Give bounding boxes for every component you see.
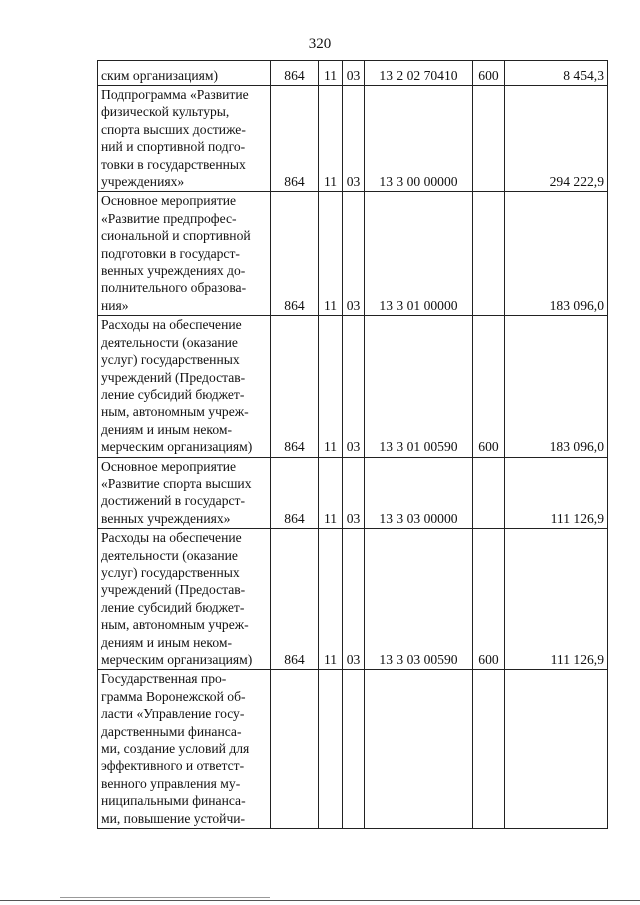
item-name-cell (98, 529, 271, 670)
item-name-cell (98, 457, 271, 529)
section-code-cell: 11 (319, 192, 343, 316)
section-code-cell: 11 (319, 457, 343, 529)
amount-cell: 294 222,9 (505, 86, 608, 192)
item-name-line: Подпрограмма «Развитие (101, 87, 249, 102)
section-code-cell (319, 670, 343, 829)
item-name-line: венных учреждениях до- (101, 263, 246, 279)
item-name-line: Основное мероприятие (101, 193, 237, 209)
subsection-code-cell: 03 (343, 529, 365, 670)
item-name-line: услуг) государственных (101, 564, 240, 580)
item-name-cell (98, 86, 271, 192)
amount-cell: 183 096,0 (505, 192, 608, 316)
item-name-line: достижений в государст- (101, 493, 246, 509)
item-name-line: «Развитие предпрофес- (101, 210, 237, 226)
ministry-code-cell: 864 (271, 457, 319, 529)
table-row (98, 316, 608, 457)
item-name-line: Расходы на обеспечение (101, 530, 242, 546)
item-name-line: ным, автономным учреж- (101, 617, 249, 633)
item-name-line: венных учреждениях» (101, 510, 231, 526)
target-article-cell: 13 2 02 70410 (365, 61, 473, 86)
section-code-cell: 11 (319, 61, 343, 86)
amount-cell: 111 126,9 (505, 457, 608, 529)
scan-edge-line (60, 897, 270, 898)
item-name-cell (98, 316, 271, 457)
target-article-cell: 13 3 00 00000 (365, 86, 473, 192)
expense-type-cell (473, 86, 505, 192)
table-body (98, 61, 608, 829)
subsection-code-cell (343, 670, 365, 829)
expense-type-cell: 600 (473, 61, 505, 86)
item-name-line: ния» (101, 297, 129, 313)
item-name-line: венного управления му- (101, 775, 241, 791)
table-row (98, 670, 608, 829)
expense-type-cell: 600 (473, 529, 505, 670)
table-row (98, 457, 608, 529)
target-article-cell: 13 3 01 00000 (365, 192, 473, 316)
scan-edge-line (0, 900, 640, 901)
table-row (98, 529, 608, 670)
section-code-cell: 11 (319, 86, 343, 192)
amount-cell: 8 454,3 (505, 61, 608, 86)
item-name-line: спорта высших достиже- (101, 121, 246, 137)
ministry-code-cell: 864 (271, 529, 319, 670)
item-name-line: Основное мероприятие (101, 458, 237, 474)
target-article-cell: 13 3 03 00000 (365, 457, 473, 529)
item-name-cell (98, 670, 271, 829)
section-code-cell: 11 (319, 316, 343, 457)
item-name-line: услуг) государственных (101, 352, 240, 368)
item-name-line: деятельности (оказание (101, 334, 238, 350)
subsection-code-cell: 03 (343, 61, 365, 86)
item-name-line: ниципальными финанса- (101, 793, 246, 809)
item-name-line: дениям и иным неком- (101, 634, 232, 650)
subsection-code-cell: 03 (343, 316, 365, 457)
item-name-line: ласти «Управление госу- (101, 706, 245, 722)
table-row (98, 86, 608, 192)
item-name-line: дарственными финанса- (101, 723, 242, 739)
item-name-line: ми, повышение устойчи- (101, 810, 246, 826)
item-name-line: учреждениях» (101, 174, 185, 190)
target-article-cell: 13 3 03 00590 (365, 529, 473, 670)
ministry-code-cell: 864 (271, 192, 319, 316)
item-name-line: Расходы на обеспечение (101, 317, 242, 333)
amount-cell: 111 126,9 (505, 529, 608, 670)
ministry-code-cell: 864 (271, 86, 319, 192)
item-name-line: сиональной и спортивной (101, 228, 251, 244)
item-name-line: физической культуры, (101, 104, 230, 120)
page-number: 320 (308, 36, 332, 52)
item-name-line: учреждений (Предостав- (101, 582, 246, 598)
expense-type-cell: 600 (473, 316, 505, 457)
item-name-line: учреждений (Предостав- (101, 369, 246, 385)
item-name-line: мерческим организациям) (101, 439, 253, 455)
item-name-line: ным, автономным учреж- (101, 404, 249, 420)
item-name-line: ление субсидий бюджет- (101, 599, 245, 615)
subsection-code-cell: 03 (343, 192, 365, 316)
item-name-line: «Развитие спорта высших (101, 475, 252, 491)
expense-type-cell (473, 192, 505, 316)
budget-table (97, 60, 608, 829)
item-name-line: ми, создание условий для (101, 741, 250, 757)
item-name-line: ний и спортивной подго- (101, 139, 246, 155)
item-name-line: подготовки в государст- (101, 245, 240, 261)
ministry-code-cell: 864 (271, 61, 319, 86)
ministry-code-cell (271, 670, 319, 829)
subsection-code-cell: 03 (343, 86, 365, 192)
table-row (98, 61, 608, 86)
item-name-line: Государственная про- (101, 671, 227, 687)
item-name-line: ление субсидий бюджет- (101, 386, 245, 402)
expense-type-cell (473, 457, 505, 529)
item-name-line: полнительного образова- (101, 280, 247, 296)
target-article-cell (365, 670, 473, 829)
item-name-line: мерческим организациям) (101, 652, 253, 667)
item-name-line: грамма Воронежской об- (101, 688, 246, 704)
item-name-cell (98, 192, 271, 316)
target-article-cell: 13 3 01 00590 (365, 316, 473, 457)
table-row (98, 192, 608, 316)
amount-cell: 183 096,0 (505, 316, 608, 457)
item-name-line: ским организациям) (101, 67, 219, 83)
item-name-line: товки в государственных (101, 156, 246, 172)
item-name-line: деятельности (оказание (101, 547, 238, 563)
subsection-code-cell: 03 (343, 457, 365, 529)
item-name-line: эффективного и ответст- (101, 758, 245, 774)
expense-type-cell (473, 670, 505, 829)
item-name-line: дениям и иным неком- (101, 421, 232, 437)
section-code-cell: 11 (319, 529, 343, 670)
amount-cell (505, 670, 608, 829)
ministry-code-cell: 864 (271, 316, 319, 457)
item-name-cell (98, 61, 271, 86)
